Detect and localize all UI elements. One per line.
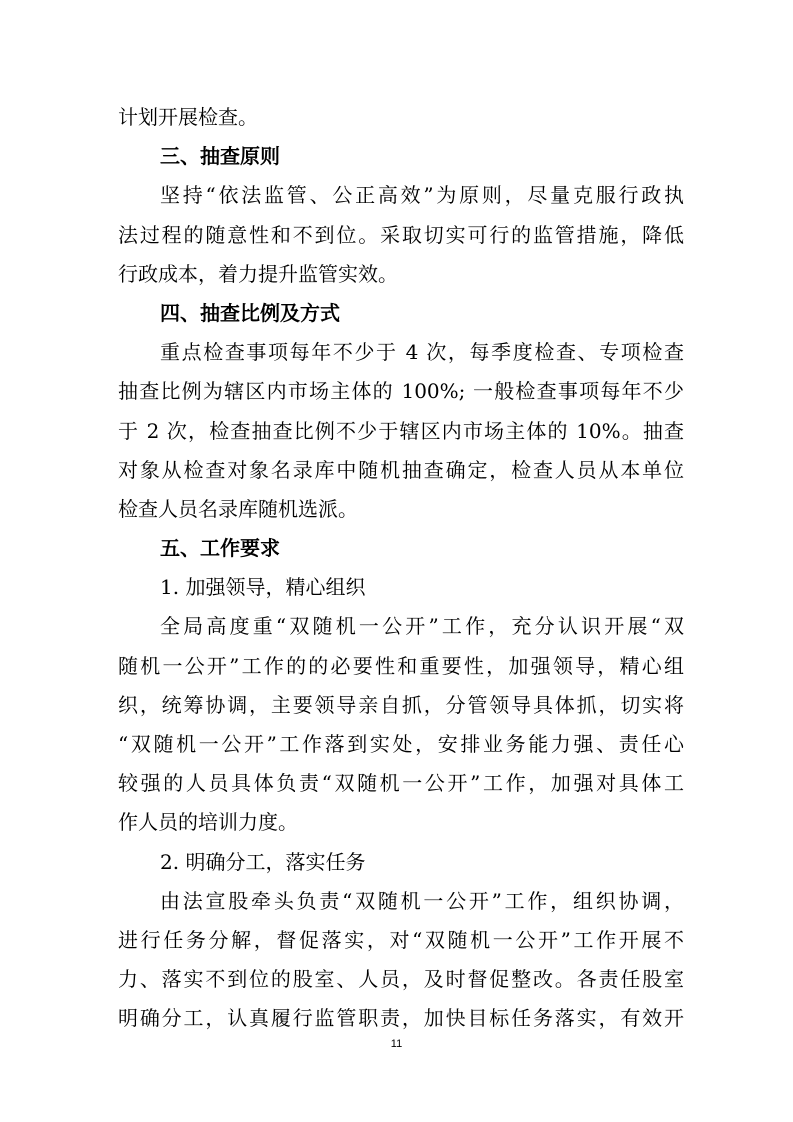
paragraph-line: “双随机一公开”工作落到实处，安排业务能力强、责任心 — [118, 732, 684, 756]
subsection-heading-1: 1. 加强领导，精心组织 — [160, 575, 366, 600]
section-heading-5: 五、工作要求 — [160, 536, 280, 561]
paragraph-line: 力、落实不到位的股室、人员，及时督促整改。各责任股室 — [118, 967, 684, 992]
paragraph-line: 较强的人员具体负责“双随机一公开”工作，加强对具体工 — [118, 771, 684, 796]
paragraph-line: 法过程的随意性和不到位。采取切实可行的监管措施，降低 — [118, 222, 684, 247]
paragraph-line: 抽查比例为辖区内市场主体的 100%; 一般检查事项每年不少 — [118, 379, 684, 404]
paragraph-line: 随机一公开”工作的的必要性和重要性，加强领导，精心组 — [118, 653, 684, 678]
paragraph-line: 明确分工，认真履行监管职责，加快目标任务落实，有效开 — [118, 1006, 684, 1031]
document-body — [118, 98, 684, 1039]
paragraph-line: 重点检查事项每年不少于 4 次，每季度检查、专项检查 — [160, 340, 684, 365]
paragraph-line: 坚持“依法监管、公正高效”为原则，尽量克服行政执 — [160, 183, 684, 208]
paragraph-line: 于 2 次，检查抽查比例不少于辖区内市场主体的 10%。抽查 — [118, 418, 684, 443]
section-heading-4: 四、抽查比例及方式 — [160, 300, 340, 325]
paragraph-line: 检查人员名录库随机选派。 — [118, 496, 358, 521]
paragraph-line: 行政成本，着力提升监管实效。 — [118, 261, 398, 286]
page-number: 11 — [390, 1038, 403, 1050]
paragraph-line: 由法宣股牵头负责“双随机一公开”工作，组织协调， — [160, 888, 684, 913]
paragraph-line: 织，统筹协调，主要领导亲自抓，分管领导具体抓，切实将 — [118, 692, 684, 717]
paragraph-line: 全局高度重“双随机一公开”工作，充分认识开展“双 — [160, 614, 684, 639]
paragraph-line: 计划开展检查。 — [118, 105, 258, 129]
section-heading-3: 三、抽查原则 — [160, 144, 280, 169]
paragraph-line: 对象从检查对象名录库中随机抽查确定，检查人员从本单位 — [118, 457, 684, 482]
paragraph-line: 进行任务分解，督促落实，对“双随机一公开”工作开展不 — [118, 927, 684, 952]
paragraph-line: 作人员的培训力度。 — [118, 810, 298, 835]
subsection-heading-2: 2. 明确分工，落实任务 — [160, 849, 366, 874]
